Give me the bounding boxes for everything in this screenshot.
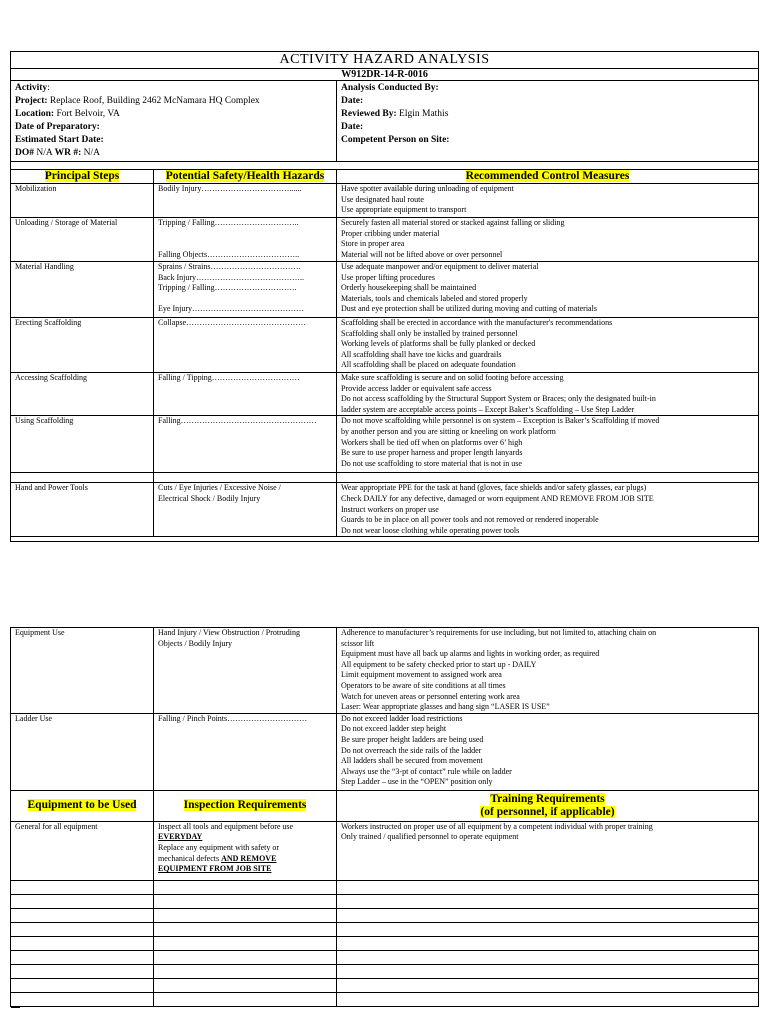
date-label-2: Date: <box>341 122 364 132</box>
info-right <box>337 81 759 162</box>
principal-step-cell <box>11 483 154 537</box>
control-measure-item: Do not exceed ladder step height <box>341 724 447 734</box>
empty-cell <box>337 978 759 992</box>
principal-step-cell <box>11 628 154 714</box>
hazard-cell <box>154 628 337 714</box>
empty-cell <box>154 908 337 922</box>
hazard-analysis-table <box>10 51 759 542</box>
control-measure-item: scissor lift <box>341 638 375 648</box>
hazard-cell <box>154 318 337 373</box>
empty-cell <box>11 964 154 978</box>
control-measure-item: Use proper lifting procedures <box>341 272 435 282</box>
hazard-analysis-table-continued <box>10 627 759 1007</box>
control-measure-item: Watch for uneven areas or personnel entering work area <box>341 691 520 701</box>
hazard-cell <box>154 184 337 218</box>
wr-value: N/A <box>81 148 100 158</box>
col-header-hazards <box>154 170 337 184</box>
document-title: ACTIVITY HAZARD ANALYSIS <box>11 52 759 69</box>
hazard-cell <box>154 483 337 537</box>
principal-step-cell <box>11 373 154 416</box>
wr-label: WR #: <box>54 148 82 158</box>
inspection-line-4: mechanical defects <box>158 853 222 863</box>
activity-value: : <box>47 83 50 93</box>
hazard-item: Falling…………………………………………… <box>158 416 317 426</box>
hazard-cell <box>154 416 337 473</box>
col-header-equipment-text: Equipment to be Used <box>27 799 137 812</box>
control-measure-item: Wear appropriate PPE for the task at hand (gloves, face shields and/or safety glasses, ear plugs) <box>341 483 647 493</box>
training-item: Workers instructed on proper use of all equipment by a competent individual with proper training <box>341 821 653 831</box>
conducted-by-label: Analysis Conducted By: <box>341 83 439 93</box>
control-measure-item: ladder system are acceptable access points – Except Baker’s Scaffolding – Use Step Ladder <box>341 404 635 414</box>
reviewed-by-label: Reviewed By: <box>341 109 397 119</box>
empty-cell <box>11 880 154 894</box>
control-measure-item: All ladders shall be secured from movement <box>341 756 483 766</box>
empty-cell <box>154 978 337 992</box>
empty-cell <box>11 992 154 1006</box>
info-left <box>11 81 337 162</box>
project-value: Replace Roof, Building 2462 McNamara HQ Complex <box>47 96 260 106</box>
control-measure-item: Proper cribbing under material <box>341 228 440 238</box>
principal-step-cell <box>11 262 154 318</box>
empty-cell <box>154 894 337 908</box>
location-value: Fort Belvoir, VA <box>54 109 120 119</box>
col-header-steps-text: Principal Steps <box>44 170 120 182</box>
activity-label: Activity <box>15 83 48 93</box>
control-measure-item: Use designated haul route <box>341 194 424 204</box>
empty-cell <box>337 950 759 964</box>
col-header-steps <box>11 170 154 184</box>
col-header-training <box>337 790 759 821</box>
competent-person-label: Competent Person on Site: <box>341 135 450 145</box>
hazard-item: Bodily Injury……………………………...... <box>158 184 302 193</box>
control-measures-cell <box>337 628 759 714</box>
empty-row <box>11 964 759 978</box>
hazard-item: Cuts / Eye Injuries / Excessive Noise / <box>158 483 281 493</box>
empty-row <box>11 936 759 950</box>
empty-cell <box>11 978 154 992</box>
empty-cell <box>11 950 154 964</box>
hazard-item: Tripping / Falling…………………………. <box>158 283 297 293</box>
empty-cell <box>11 922 154 936</box>
control-measure-item: All scaffolding shall have toe kicks and guardrails <box>341 349 502 359</box>
control-measure-item: Working levels of platforms shall be fully planked or decked <box>341 339 536 349</box>
contract-number: W912DR-14-R-0016 <box>11 69 759 81</box>
date-label-1: Date: <box>341 96 364 106</box>
start-date-label: Estimated Start Date: <box>15 135 104 145</box>
principal-step: Unloading / Storage of Material <box>15 218 118 227</box>
empty-cell <box>154 936 337 950</box>
empty-cell <box>154 964 337 978</box>
control-measure-item: Check DAILY for any defective, damaged or worn equipment AND REMOVE FROM JOB SITE <box>341 493 654 503</box>
control-measure-item: Material will not be lifted above or over personnel <box>341 249 503 259</box>
hazard-item: Sprains / Strains……………………………. <box>158 262 301 271</box>
empty-cell <box>154 992 337 1006</box>
principal-step-cell <box>11 318 154 373</box>
hazard-cell <box>154 262 337 318</box>
empty-cell <box>11 894 154 908</box>
control-measures-cell <box>337 373 759 416</box>
hazard-item: Eye Injury…………………………………… <box>158 304 304 314</box>
col-header-training-text: Training Requirements <box>490 792 605 805</box>
control-measure-item: Do not use scaffolding to store material that is not in use <box>341 458 522 468</box>
control-measure-item: Use appropriate equipment to transport <box>341 205 467 215</box>
control-measure-item: Operators to be aware of site conditions at all times <box>341 680 506 690</box>
hazard-item: Tripping / Falling………………………….. <box>158 218 299 227</box>
table-row <box>11 262 759 318</box>
empty-cell <box>337 894 759 908</box>
principal-step: Equipment Use <box>15 628 65 637</box>
training-cell <box>337 821 759 880</box>
control-measures-cell <box>337 483 759 537</box>
principal-step: Accessing Scaffolding <box>15 373 88 382</box>
hazard-cell <box>154 713 337 790</box>
control-measure-item: Limit equipment movement to assigned work area <box>341 670 502 680</box>
table-row <box>11 483 759 537</box>
control-measure-item: Step Ladder – use in the “OPEN” position only <box>341 777 493 787</box>
col-header-equipment <box>11 790 154 821</box>
control-measure-item: Do not access scaffolding by the Structural Support System or Braces; only the designated built-in <box>341 394 656 404</box>
control-measure-item: All scaffolding shall be placed on adequate foundation <box>341 360 516 370</box>
empty-cell <box>337 936 759 950</box>
inspection-line-1: Inspect all tools and equipment before use <box>158 821 294 831</box>
hazard-cell <box>154 373 337 416</box>
hazard-item: Back Injury………………………………….. <box>158 272 304 282</box>
col-header-training-subtext: (of personnel, if applicable) <box>480 805 615 818</box>
control-measures-cell <box>337 184 759 218</box>
empty-row <box>11 908 759 922</box>
hazard-item <box>158 229 332 240</box>
principal-step: Erecting Scaffolding <box>15 318 82 327</box>
hazard-item: Falling Objects…………………………….. <box>158 249 300 259</box>
control-measure-item: Be sure proper height ladders are being used <box>341 734 484 744</box>
col-header-controls <box>337 170 759 184</box>
control-measure-item: Adherence to manufacturer’s requirements for use including, but not limited to, attaching chain on <box>341 628 657 637</box>
hazard-cell <box>154 218 337 262</box>
control-measures-cell <box>337 473 759 483</box>
equipment-cell <box>11 821 154 880</box>
control-measures-cell <box>337 318 759 373</box>
empty-row <box>11 922 759 936</box>
hazard-cell <box>154 473 337 483</box>
table-row <box>11 473 759 483</box>
principal-step: Mobilization <box>15 184 57 193</box>
control-measure-item: Do not exceed ladder load restrictions <box>341 713 463 723</box>
do-label: DO# <box>15 148 34 158</box>
control-measure-item: Workers shall be tied off when on platforms over 6’ high <box>341 437 523 447</box>
location-label: Location: <box>15 109 55 119</box>
control-measures-cell <box>337 218 759 262</box>
control-measure-item: by another person and you are sitting or kneeling on work platform <box>341 426 556 436</box>
empty-row <box>11 992 759 1006</box>
principal-step: Ladder Use <box>15 713 53 723</box>
hazard-item: Falling / Tipping…………………………… <box>158 373 300 382</box>
hazard-item <box>158 294 332 305</box>
hazard-item <box>158 239 332 250</box>
hazard-item: Hand Injury / View Obstruction / Protruding <box>158 628 301 637</box>
control-measure-item: Always use the “3-pt of contact” rule while on ladder <box>341 766 512 776</box>
control-measure-item: Securely fasten all material stored or stacked against falling or sliding <box>341 218 565 227</box>
page-corner-mark <box>11 1007 20 1008</box>
inspection-everyday: EVERYDAY <box>158 832 203 842</box>
control-measures-cell <box>337 262 759 318</box>
table-end-spacer <box>11 537 759 542</box>
control-measure-item: Provide access ladder or equivalent safe access <box>341 383 492 393</box>
empty-cell <box>337 922 759 936</box>
hazard-item: Electrical Shock / Bodily Injury <box>158 493 261 503</box>
empty-cell <box>337 992 759 1006</box>
empty-row <box>11 894 759 908</box>
hazard-rows-continued <box>11 628 759 791</box>
control-measure-item: Materials, tools and chemicals labeled and stored properly <box>341 293 528 303</box>
principal-step-cell <box>11 218 154 262</box>
hazard-item: Objects / Bodily Injury <box>158 638 232 648</box>
principal-step: Hand and Power Tools <box>15 483 88 493</box>
control-measure-item: Guards to be in place on all power tools and not removed or rendered inoperable <box>341 515 599 525</box>
table-row <box>11 318 759 373</box>
table-row <box>11 713 759 790</box>
empty-row <box>11 950 759 964</box>
empty-cell <box>11 936 154 950</box>
empty-cell <box>154 950 337 964</box>
principal-step-cell <box>11 713 154 790</box>
spacer-row <box>11 162 759 170</box>
empty-cell <box>337 908 759 922</box>
empty-cell <box>154 880 337 894</box>
control-measure-item: Do not overreach the side rails of the ladder <box>341 745 482 755</box>
table-row <box>11 628 759 714</box>
control-measure-item: Do not wear loose clothing while operating power tools <box>341 525 520 535</box>
control-measures-cell <box>337 713 759 790</box>
hazard-rows <box>11 184 759 537</box>
inspection-line-3: Replace any equipment with safety or <box>158 842 280 852</box>
control-measure-item: Make sure scaffolding is secure and on solid footing before accessing <box>341 373 564 382</box>
principal-step: Using Scaffolding <box>15 416 74 426</box>
col-header-inspection-text: Inspection Requirements <box>183 799 307 812</box>
control-measure-item: Scaffolding shall only be installed by trained personnel <box>341 328 518 338</box>
inspection-remove: AND REMOVE <box>221 853 277 863</box>
inspection-cell <box>154 821 337 880</box>
empty-row <box>11 978 759 992</box>
preparatory-date-label: Date of Preparatory: <box>15 122 100 132</box>
empty-cell <box>154 922 337 936</box>
control-measure-item: Instruct workers on proper use <box>341 504 439 514</box>
control-measure-item: Laser: Wear appropriate glasses and hang sign “LASER IS USE” <box>341 702 550 712</box>
table-row <box>11 184 759 218</box>
table-row <box>11 218 759 262</box>
control-measure-item: Equipment must have all back up alarms and lights in working order, as required <box>341 649 600 659</box>
control-measure-item: Do not move scaffolding while personnel is on system – Exception is Baker’s Scaffolding if moved <box>341 416 660 426</box>
table-row <box>11 416 759 473</box>
empty-row <box>11 880 759 894</box>
control-measures-cell <box>337 416 759 473</box>
hazard-item: Collapse……………………………………… <box>158 318 306 327</box>
table-row <box>11 373 759 416</box>
do-value: N/A <box>34 148 55 158</box>
control-measure-item: Dust and eye protection shall be utilized during moving and cutting of materials <box>341 304 597 314</box>
control-measure-item: Scaffolding shall be erected in accordance with the manufacturer's recommendations <box>341 318 613 327</box>
principal-step-cell <box>11 416 154 473</box>
col-header-controls-text: Recommended Control Measures <box>465 170 630 182</box>
control-measure-item: Use adequate manpower and/or equipment to deliver material <box>341 262 539 271</box>
empty-cell <box>11 908 154 922</box>
principal-step-cell <box>11 184 154 218</box>
empty-cell <box>337 880 759 894</box>
equipment-name: General for all equipment <box>15 821 98 831</box>
reviewed-by-value: Elgin Mathis <box>396 109 449 119</box>
col-header-hazards-text: Potential Safety/Health Hazards <box>165 170 325 182</box>
training-item: Only trained / qualified personnel to operate equipment <box>341 832 519 842</box>
control-measure-item: Have spotter available during unloading of equipment <box>341 184 514 193</box>
principal-step-cell <box>11 473 154 483</box>
empty-cell <box>337 964 759 978</box>
control-measure-item: Be sure to use proper harness and proper length lanyards <box>341 448 523 458</box>
control-measure-item: Orderly housekeeping shall be maintained <box>341 283 477 293</box>
principal-step: Material Handling <box>15 262 74 271</box>
project-label: Project: <box>15 96 48 106</box>
control-measure-item: Store in proper area <box>341 239 405 249</box>
inspection-remove-line-2: EQUIPMENT FROM JOB SITE <box>158 864 272 874</box>
control-measure-item: All equipment to be safety checked prior to start up - DAILY <box>341 659 537 669</box>
col-header-inspection <box>154 790 337 821</box>
empty-rows <box>11 880 759 1006</box>
hazard-item: Falling / Pinch Points………………………… <box>158 713 308 723</box>
